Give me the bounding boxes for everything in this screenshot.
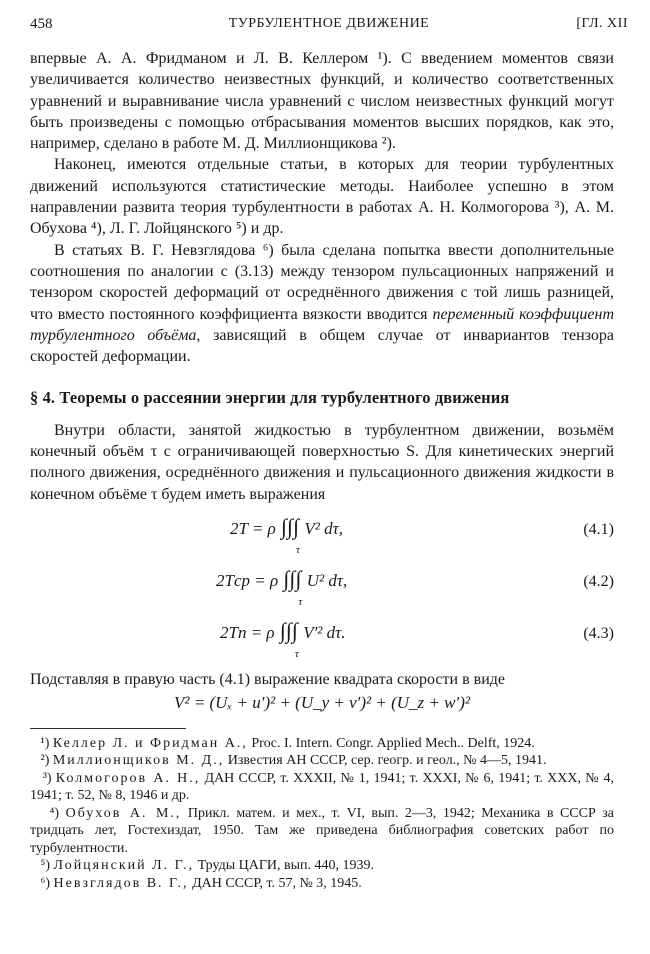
page-number: 458 <box>30 16 53 32</box>
section-heading: § 4. Теоремы о рассеянии энергии для турбулентного движения <box>30 388 510 408</box>
footnote-6: ⁶) Невзглядов В. Г., ДАН СССР, т. 57, № 3, 1945. <box>40 875 362 891</box>
triple-integral-icon: ∫∫∫ τ <box>281 513 300 556</box>
running-title: ТУРБУЛЕНТНОЕ ДВИЖЕНИЕ <box>228 16 430 31</box>
paragraph-5: Подставляя в правую часть (4.1) выражение квадрата скорости в виде <box>30 670 505 688</box>
page-body <box>30 48 614 892</box>
chapter-label: [ГЛ. XII <box>576 16 628 31</box>
paragraph-2: Наконец, имеются отдельные статьи, в которых для теории турбулентных движений используются статистические методы. Наиболее успешно в этом направлении развита теория турбулентности в работах А. Н. Колмогорова ³), А. М. Обухова ⁴), Л. Г. Лойцянского ⁵) и др. <box>30 156 614 238</box>
equation-math: 2Tср = ρ ∫∫∫ τ U² dτ, <box>216 565 348 608</box>
equation-4-1 <box>30 513 614 565</box>
paragraph-4: Внутри области, занятой жидкостью в турбулентном движении, возьмём конечный объём τ с ограничивающей поверхностью S. Для кинетических энергий полного движения, осреднённого движения и пульсационного движения жидкости в конечном объёме τ будем иметь выражения <box>30 421 614 503</box>
equation-number: (4.1) <box>583 520 614 538</box>
paragraph-3-text-a: В статьях В. Г. Невзглядова ⁶) была сделана попытка ввести дополнительные соотношения по аналогии с (3.13) между тензором пульсационных напряжений и тензором скоростей деформаций от осреднённого движения с той лишь разницей, что вместо постоянного коэффициента вязкости вводится <box>30 241 614 323</box>
velocity-square-formula: V² = (Uₓ + u′)² + (U_y + v′)² + (U_z + w′)² <box>174 693 470 713</box>
running-header <box>30 16 628 38</box>
paragraph-3-emphasis: переменный коэффициент турбулентного объёма, <box>30 305 614 344</box>
equation-math: 2Tп = ρ ∫∫∫ τ V′² dτ. <box>220 617 346 660</box>
equation-number: (4.2) <box>583 572 614 590</box>
equation-math: 2T = ρ ∫∫∫ τ V² dτ, <box>230 513 343 556</box>
paragraph-3-text-b: зависящий в общем случае от инвариантов тензора скоростей деформации. <box>30 326 614 366</box>
footnote-5: ⁵) Лойцянский Л. Г., Труды ЦАГИ, вып. 440, 1939. <box>40 858 375 874</box>
triple-integral-icon: ∫∫∫ τ <box>283 565 303 608</box>
triple-integral-icon: ∫∫∫ τ <box>279 617 299 660</box>
equation-4-2 <box>30 565 614 617</box>
footnote-1: ¹) Келлер Л. и Фридман А., Proc. I. Intern. Congr. Applied Mech.. Delft, 1924. <box>40 735 535 751</box>
footnote-2: ²) Миллионщиков М. Д., Известия АН СССР, сер. геогр. и геол., № 4—5, 1941. <box>40 753 547 769</box>
paragraph-1: впервые А. А. Фридманом и Л. В. Келлером ¹). С введением моментов связи увеличивается количество неизвестных функций, и количество соответственных уравнений и выравнивание числа уравнений с числом неизвестных функций могут быть произведены с помощью отбрасывания моментов высших порядков, как это, например, сделано в работе М. Д. Миллионщикова ²). <box>30 50 614 153</box>
equation-4-3 <box>30 617 614 669</box>
equation-number: (4.3) <box>583 624 614 642</box>
footnote-3: ³) Колмогоров А. Н., ДАН СССР, т. XXXII, № 1, 1941; т. XXXI, № 6, 1941; т. XXX, № 4, 1941; т. 52, № 8, 1946 и др. <box>30 770 615 804</box>
footnote-divider <box>30 728 186 729</box>
paragraph-3 <box>30 240 614 368</box>
footnote-4: ⁴) Обухов А. М., Прикл. матем. и мех., т. VI, вып. 2—3, 1942; Механика в СССР за тридцать лет, Гостехиздат, 1950. Там же приведена библиография советских работ по турбулентности. <box>30 805 615 856</box>
